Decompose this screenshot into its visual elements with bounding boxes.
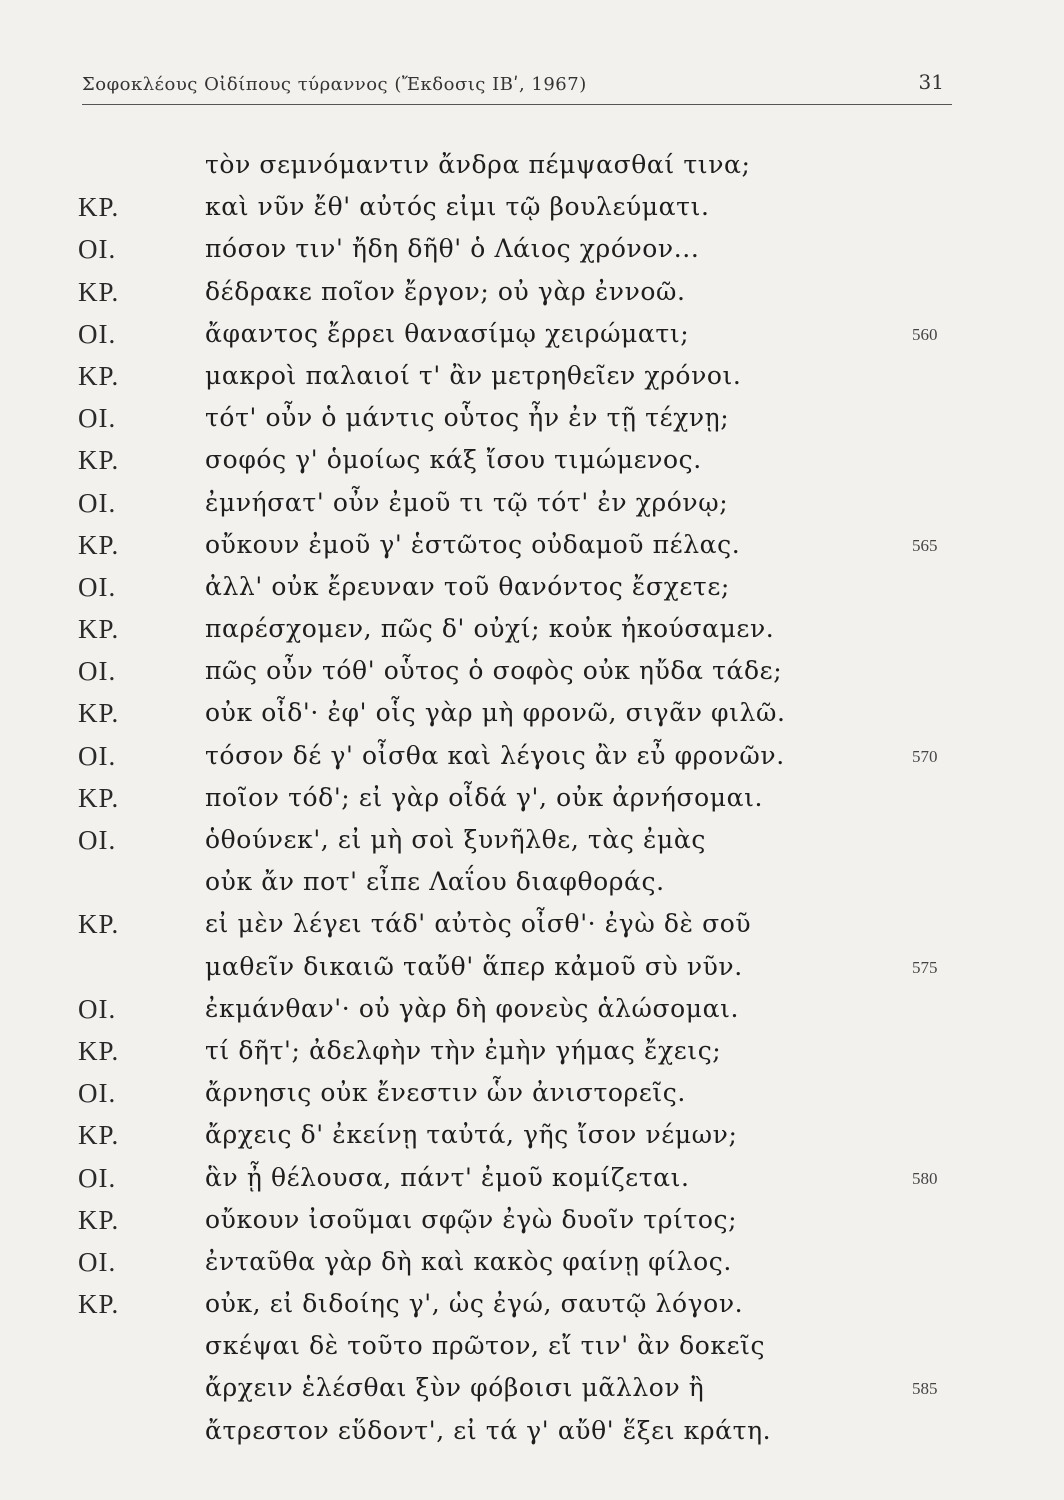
speaker-label: ΚΡ. bbox=[78, 360, 120, 391]
speaker-label: ΟΙ. bbox=[78, 656, 117, 687]
speaker-label: ΟΙ. bbox=[78, 1078, 117, 1109]
verse-line bbox=[0, 952, 1064, 994]
verse-line bbox=[0, 1205, 1064, 1247]
verse-text: ἄρχειν ἑλέσθαι ξὺν φόβοισι μᾶλλον ἢ bbox=[205, 1373, 705, 1403]
verse-line bbox=[0, 1331, 1064, 1373]
verse-text: οὐκ ἄν ποτ' εἶπε Λαΐου διαφθοράς. bbox=[205, 867, 665, 897]
verse-line bbox=[0, 361, 1064, 403]
verse-text: οὐκ οἶδ'· ἐφ' οἷς γὰρ μὴ φρονῶ, σιγᾶν φιλῶ. bbox=[205, 698, 786, 728]
verse-text: δέδρακε ποῖον ἔργον; οὐ γὰρ ἐννοῶ. bbox=[205, 276, 686, 306]
speaker-label: ΟΙ. bbox=[78, 740, 117, 771]
verse-line bbox=[0, 488, 1064, 530]
speaker-label: ΟΙ. bbox=[78, 1246, 117, 1277]
verse-text: πόσον τιν' ἤδη δῆθ' ὁ Λάιος χρόνον... bbox=[205, 234, 700, 264]
verse-line bbox=[0, 656, 1064, 698]
verse-text: ἄρχεις δ' ἐκείνῃ ταὐτά, γῆς ἴσον νέμων; bbox=[205, 1120, 738, 1150]
speaker-label: ΚΡ. bbox=[78, 1035, 120, 1066]
speaker-label: ΚΡ. bbox=[78, 445, 120, 476]
verse-text: ἄφαντος ἔρρει θανασίμῳ χειρώματι; bbox=[205, 318, 690, 348]
verse-line bbox=[0, 783, 1064, 825]
speaker-label: ΚΡ. bbox=[78, 192, 120, 223]
speaker-label: ΚΡ. bbox=[78, 1289, 120, 1320]
verse-text: μαθεῖν δικαιῶ ταὔθ' ἅπερ κἀμοῦ σὺ νῦν. bbox=[205, 951, 743, 981]
verse-line bbox=[0, 867, 1064, 909]
speaker-label: ΚΡ. bbox=[78, 276, 120, 307]
verse-text: οὔκουν ἰσοῦμαι σφῷν ἐγὼ δυοῖν τρίτος; bbox=[205, 1204, 738, 1234]
verse-line bbox=[0, 445, 1064, 487]
verse-block bbox=[0, 150, 1064, 1458]
verse-line bbox=[0, 319, 1064, 361]
verse-line bbox=[0, 1416, 1064, 1458]
page-number: 31 bbox=[918, 70, 944, 94]
verse-text: τόσον δέ γ' οἶσθα καὶ λέγοις ἂν εὖ φρονῶν. bbox=[205, 740, 785, 770]
speaker-label: ΚΡ. bbox=[78, 782, 120, 813]
verse-text: ποῖον τόδ'; εἰ γὰρ οἶδά γ', οὐκ ἀρνήσομαι. bbox=[205, 782, 764, 812]
speaker-label: ΚΡ. bbox=[78, 698, 120, 729]
verse-text: παρέσχομεν, πῶς δ' οὐχί; κοὐκ ἠκούσαμεν. bbox=[205, 614, 775, 644]
speaker-label: ΚΡ. bbox=[78, 614, 120, 645]
verse-line bbox=[0, 825, 1064, 867]
verse-text: ἃν ᾖ θέλουσα, πάντ' ἐμοῦ κομίζεται. bbox=[205, 1162, 690, 1192]
verse-text: σκέψαι δὲ τοῦτο πρῶτον, εἴ τιν' ἂν δοκεῖς bbox=[205, 1331, 766, 1361]
verse-line bbox=[0, 909, 1064, 951]
speaker-label: ΟΙ. bbox=[78, 993, 117, 1024]
verse-text: οὔκουν ἐμοῦ γ' ἑστῶτος οὐδαμοῦ πέλας. bbox=[205, 529, 741, 559]
verse-text: ὁθούνεκ', εἰ μὴ σοὶ ξυνῆλθε, τὰς ἐμὰς bbox=[205, 825, 706, 854]
verse-line bbox=[0, 698, 1064, 740]
verse-line bbox=[0, 1247, 1064, 1289]
speaker-label: ΟΙ. bbox=[78, 571, 117, 602]
verse-line bbox=[0, 1078, 1064, 1120]
verse-text: τὸν σεμνόμαντιν ἄνδρα πέμψασθαί τινα; bbox=[205, 150, 751, 179]
line-number: 560 bbox=[912, 324, 938, 344]
verse-line bbox=[0, 234, 1064, 276]
speaker-label: ΟΙ. bbox=[78, 403, 117, 434]
verse-text: οὐκ, εἰ διδοίης γ', ὡς ἐγώ, σαυτῷ λόγον. bbox=[205, 1289, 744, 1319]
speaker-label: ΚΡ. bbox=[78, 1204, 120, 1235]
verse-line bbox=[0, 403, 1064, 445]
line-number: 565 bbox=[912, 535, 938, 555]
verse-text: ἄρνησις οὐκ ἔνεστιν ὧν ἀνιστορεῖς. bbox=[205, 1078, 686, 1108]
verse-text: ἄτρεστον εὕδοντ', εἰ τά γ' αὔθ' ἕξει κράτη. bbox=[205, 1415, 772, 1445]
speaker-label: ΚΡ. bbox=[78, 1120, 120, 1151]
verse-text: πῶς οὖν τόθ' οὗτος ὁ σοφὸς οὐκ ηὔδα τάδε; bbox=[205, 656, 783, 686]
speaker-label: ΟΙ. bbox=[78, 487, 117, 518]
verse-line bbox=[0, 1163, 1064, 1205]
verse-text: ἀλλ' οὐκ ἔρευναν τοῦ θανόντος ἔσχετε; bbox=[205, 571, 730, 601]
verse-line bbox=[0, 277, 1064, 319]
line-number: 580 bbox=[912, 1168, 938, 1188]
verse-line bbox=[0, 614, 1064, 656]
speaker-label: ΟΙ. bbox=[78, 234, 117, 265]
line-number: 575 bbox=[912, 957, 938, 977]
verse-line bbox=[0, 572, 1064, 614]
verse-text: καὶ νῦν ἔθ' αὐτός εἰμι τῷ βουλεύματι. bbox=[205, 192, 710, 222]
running-head bbox=[82, 68, 952, 105]
verse-text: τί δῆτ'; ἀδελφὴν τὴν ἐμὴν γήμας ἔχεις; bbox=[205, 1035, 722, 1065]
verse-text: σοφός γ' ὁμοίως κάξ ἴσου τιμώμενος. bbox=[205, 445, 702, 475]
running-title: Σοφοκλέους Οἰδίπους τύραννος (Ἔκδοσις ΙΒʹ, 1967) bbox=[82, 74, 587, 95]
verse-text: ἐνταῦθα γὰρ δὴ καὶ κακὸς φαίνῃ φίλος. bbox=[205, 1246, 732, 1276]
verse-line bbox=[0, 1373, 1064, 1415]
verse-line bbox=[0, 1120, 1064, 1162]
speaker-label: ΟΙ. bbox=[78, 825, 117, 855]
verse-line bbox=[0, 150, 1064, 192]
verse-text: τότ' οὖν ὁ μάντις οὗτος ἦν ἐν τῇ τέχνῃ; bbox=[205, 403, 730, 433]
verse-line bbox=[0, 1036, 1064, 1078]
verse-line bbox=[0, 1289, 1064, 1331]
verse-line bbox=[0, 192, 1064, 234]
verse-text: ἐκμάνθαν'· οὐ γὰρ δὴ φονεὺς ἁλώσομαι. bbox=[205, 993, 740, 1023]
line-number: 585 bbox=[912, 1379, 938, 1399]
line-number: 570 bbox=[912, 746, 938, 766]
verse-text: ἐμνήσατ' οὖν ἐμοῦ τι τῷ τότ' ἐν χρόνῳ; bbox=[205, 487, 729, 517]
verse-line bbox=[0, 994, 1064, 1036]
verse-line bbox=[0, 530, 1064, 572]
verse-line bbox=[0, 741, 1064, 783]
speaker-label: ΚΡ. bbox=[78, 909, 120, 940]
verse-text: εἰ μὲν λέγει τάδ' αὐτὸς οἶσθ'· ἐγὼ δὲ σοῦ bbox=[205, 909, 752, 939]
speaker-label: ΟΙ. bbox=[78, 1162, 117, 1193]
speaker-label: ΟΙ. bbox=[78, 318, 117, 349]
verse-text: μακροὶ παλαιοί τ' ἂν μετρηθεῖεν χρόνοι. bbox=[205, 360, 742, 390]
speaker-label: ΚΡ. bbox=[78, 529, 120, 560]
